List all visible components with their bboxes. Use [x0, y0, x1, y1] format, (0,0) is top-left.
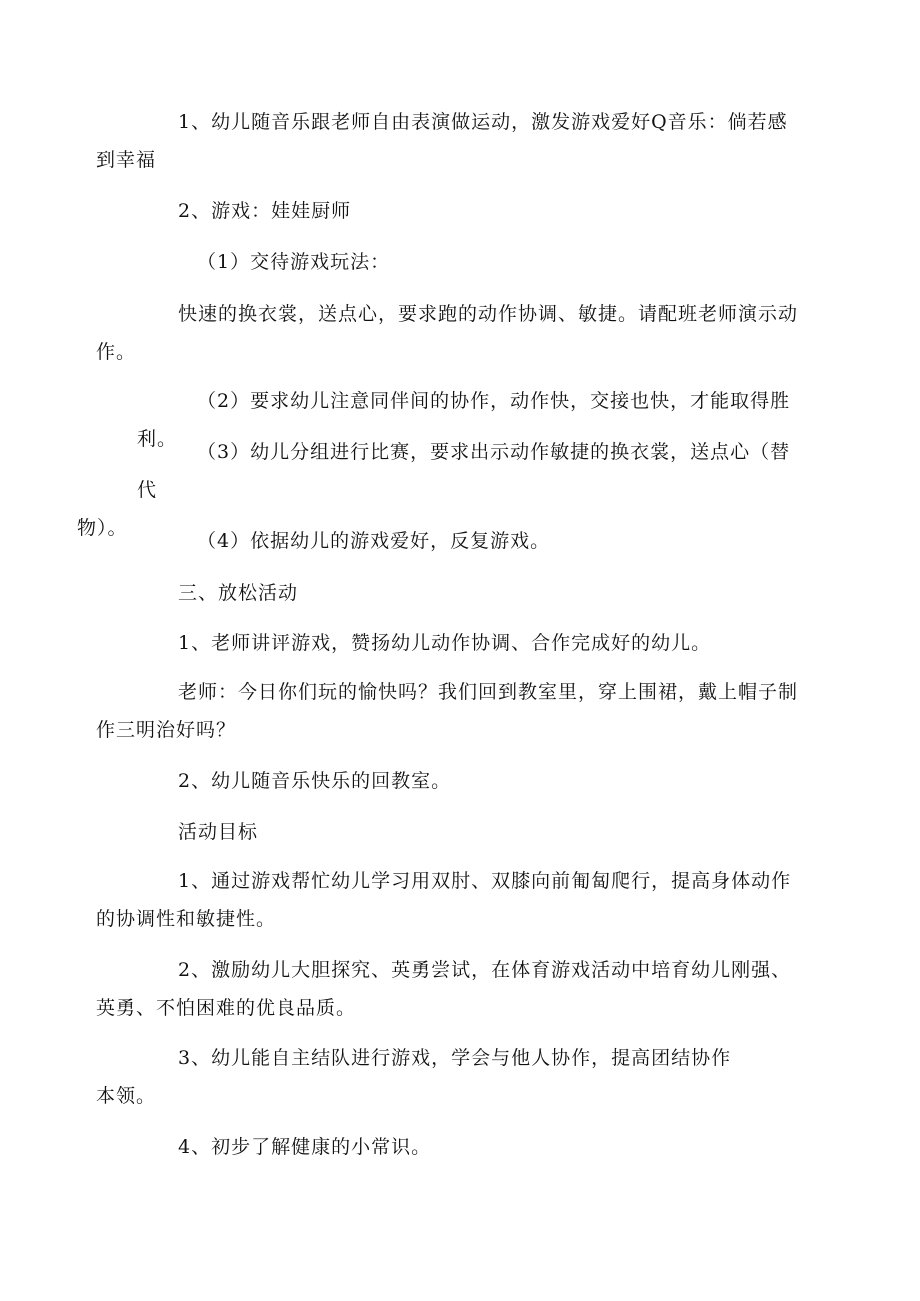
paragraph-line: 2、幼儿随音乐快乐的回教室。: [178, 770, 452, 792]
paragraph-13: [96, 1039, 807, 1115]
paragraph-line: 快速的换衣裳，送点心，要求跑的动作协调、敏捷。请配班老师演示动: [178, 303, 799, 325]
paragraph-line: （4）依据幼儿的游戏爱好，反复游戏。: [197, 530, 551, 552]
paragraph-8: [137, 624, 807, 662]
paragraph-line: 2、游戏：娃娃厨师: [178, 200, 352, 222]
paragraph-1: [96, 103, 807, 179]
paragraph-line: 1、通过游戏帮忙幼儿学习用双肘、双膝向前匍匐爬行，提高身体动作: [178, 870, 792, 892]
paragraph-line: 本领。: [96, 1085, 157, 1107]
paragraph-line: （2）要求幼儿注意同伴间的协作，动作快，交接也快，才能取得胜利。: [137, 390, 791, 450]
paragraph-line: 的协调性和敏捷性。: [96, 908, 277, 930]
paragraph-line: （3）幼儿分组进行比赛，要求出示动作敏捷的换衣裳，送点心（替代: [137, 441, 791, 501]
paragraph-line: 作三明治好吗？: [96, 719, 237, 741]
paragraph-14: [137, 1128, 807, 1166]
paragraph-line: 3、幼儿能自主结队进行游戏，学会与他人协作，提高团结协作: [178, 1047, 732, 1069]
paragraph-line: 2、激励幼儿大胆探究、英勇尝试，在体育游戏活动中培育幼儿刚强、: [178, 959, 792, 981]
paragraph-line: 老师：今日你们玩的愉快吗？我们回到教室里，穿上围裙，戴上帽子制: [178, 681, 799, 703]
paragraph-line: 英勇、不怕困难的优良品质。: [96, 997, 357, 1019]
paragraph-line: （1）交待游戏玩法：: [197, 251, 391, 273]
paragraph-line: 1、幼儿随音乐跟老师自由表演做运动，激发游戏爱好Q音乐：倘若感: [178, 111, 788, 133]
paragraph-10: [137, 762, 807, 800]
paragraph-3: [137, 243, 807, 281]
paragraph-line: 4、初步了解健康的小常识。: [178, 1136, 432, 1158]
paragraph-9: [96, 673, 807, 749]
paragraph-2: [137, 192, 807, 230]
paragraph-7: [137, 522, 807, 560]
section-heading-goals: [137, 813, 807, 851]
paragraph-4: [96, 295, 807, 371]
paragraph-line: 作。: [96, 341, 137, 363]
paragraph-line: 到幸福: [96, 149, 157, 171]
paragraph-line: 1、老师讲评游戏，赞扬幼儿动作协调、合作完成好的幼儿。: [178, 632, 712, 654]
paragraph-line: 三、放松活动: [178, 582, 299, 604]
section-heading: [137, 574, 807, 612]
paragraph-11: [96, 862, 807, 938]
paragraph-line: 活动目标: [178, 821, 259, 843]
paragraph-12: [96, 951, 807, 1027]
paragraph-line: 物）。: [77, 517, 128, 539]
